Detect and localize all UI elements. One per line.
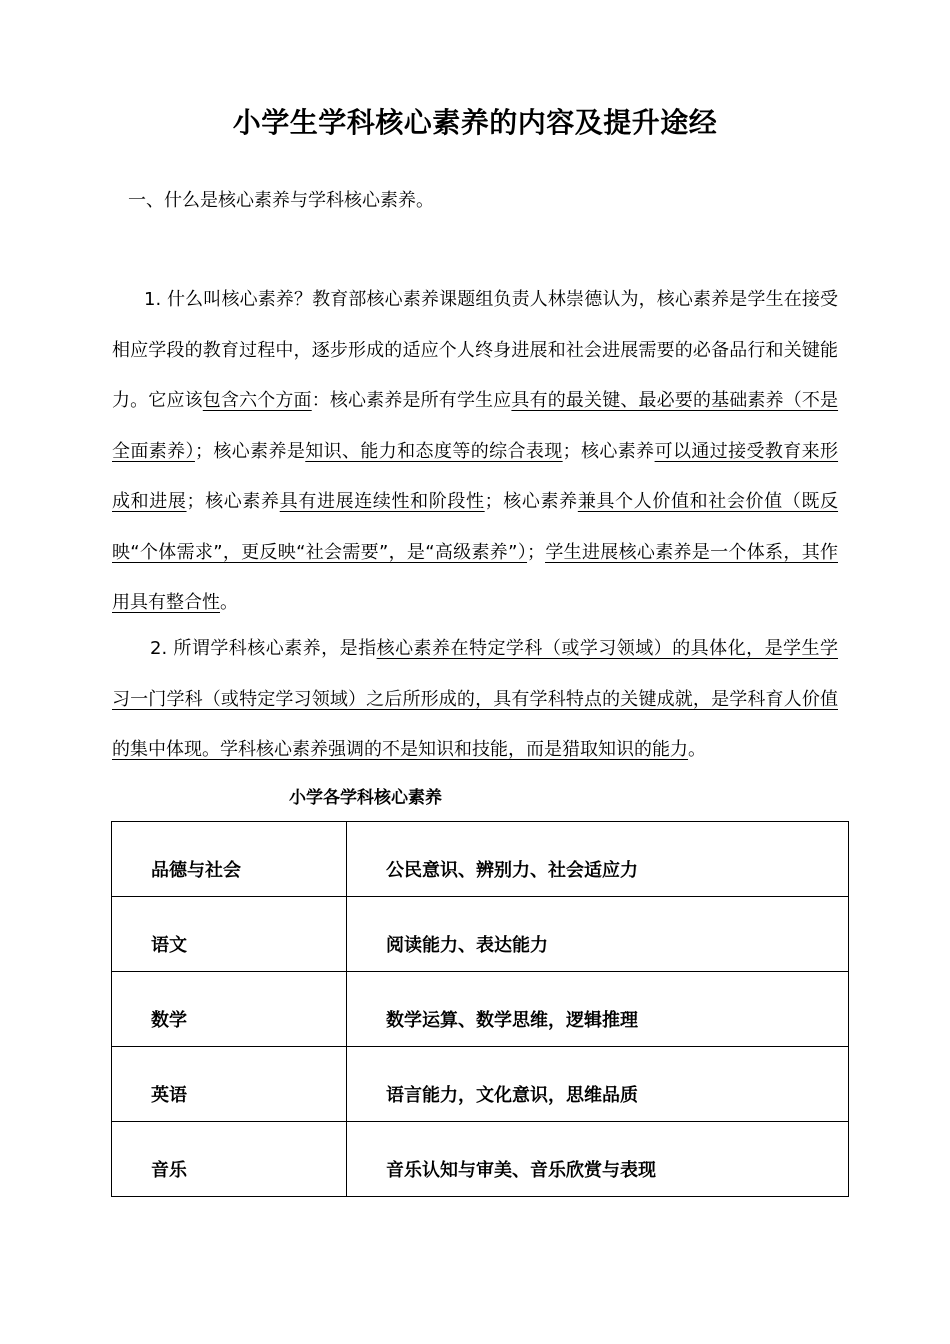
document-title: 小学生学科核心素养的内容及提升途经 xyxy=(232,106,718,139)
paragraph-core-literacy-definition xyxy=(112,275,838,629)
table-caption: 小学各学科核心素养 xyxy=(289,788,442,808)
subject-name: 品德与社会 xyxy=(151,860,241,881)
underlined-text: 可以通过接受教育来形成和进展 xyxy=(112,440,839,512)
underlined-text: 兼具个人价值和社会价值（既反映“个体需求”，更反映“社会需要”，是“高级素养”） xyxy=(112,491,839,563)
paragraph-text: ；核心素养 xyxy=(186,491,280,512)
subject-name: 语文 xyxy=(151,935,187,956)
paragraph-text: ；核心素养 xyxy=(484,491,578,512)
competency-text: 阅读能力、表达能力 xyxy=(386,935,548,956)
competency-cell xyxy=(347,1122,849,1197)
competency-cell xyxy=(347,972,849,1047)
underlined-text: 具有的最关键、最必要的基础素养（不是全面素养） xyxy=(112,390,839,462)
table-row xyxy=(112,822,849,897)
competency-text: 公民意识、辨别力、社会适应力 xyxy=(386,860,638,881)
paragraph-text: 。 xyxy=(688,739,706,760)
competency-cell xyxy=(347,897,849,972)
section-heading: 一、什么是核心素养与学科核心素养。 xyxy=(128,190,434,211)
competency-text: 音乐认知与审美、音乐欣赏与表现 xyxy=(386,1160,656,1181)
underlined-text: 学生进展核心素养是一个体系，其作用具有整合性 xyxy=(112,541,838,613)
underlined-text: 具有进展连续性和阶段性 xyxy=(279,491,485,512)
paragraph-text: 。 xyxy=(220,592,238,613)
subject-cell xyxy=(112,972,347,1047)
paragraph-text: ； xyxy=(527,541,546,563)
underlined-text: 核心素养在特定学科（或学习领域）的具体化，是学生学习一门学科（或特定学习领域）之后所形成的，具有学科特点的关键成就，是学科育人价值的集中体现。学科核心素养强调的不是知识和技能，而是猎取知识的能力 xyxy=(112,638,838,760)
subject-cell xyxy=(112,1047,347,1122)
paragraph-text: 1. 什么叫核心素养？教育部核心素养课题组负责人林崇德认为，核心素养是学生在接受相应学段的教育过程中，逐步形成的适应个人终身进展和社会进展需要的必备品行和关键能力。它应该 xyxy=(112,289,838,411)
competency-text: 语言能力，文化意识，思维品质 xyxy=(386,1085,638,1106)
table-row xyxy=(112,1047,849,1122)
subject-cell xyxy=(112,1122,347,1197)
competency-cell xyxy=(347,822,849,897)
table-row xyxy=(112,897,849,972)
subject-name: 数学 xyxy=(151,1010,187,1031)
table-row xyxy=(112,1122,849,1197)
subject-literacy-table xyxy=(111,821,849,1197)
paragraph-text: ：核心素养是所有学生应 xyxy=(311,390,512,411)
paragraph-subject-literacy-definition xyxy=(112,624,838,776)
paragraph-text: 2. 所谓学科核心素养，是指 xyxy=(150,638,377,659)
subject-name: 音乐 xyxy=(151,1160,187,1181)
table-row xyxy=(112,972,849,1047)
paragraph-text: ；核心素养 xyxy=(562,440,655,462)
underlined-text: 包含六个方面 xyxy=(202,390,312,411)
subject-name: 英语 xyxy=(151,1085,187,1106)
subject-cell xyxy=(112,822,347,897)
underlined-text: 知识、能力和态度等的综合表现 xyxy=(305,440,563,462)
competency-cell xyxy=(347,1047,849,1122)
subject-cell xyxy=(112,897,347,972)
paragraph-text: ；核心素养是 xyxy=(194,440,306,462)
competency-text: 数学运算、数学思维，逻辑推理 xyxy=(386,1010,638,1031)
